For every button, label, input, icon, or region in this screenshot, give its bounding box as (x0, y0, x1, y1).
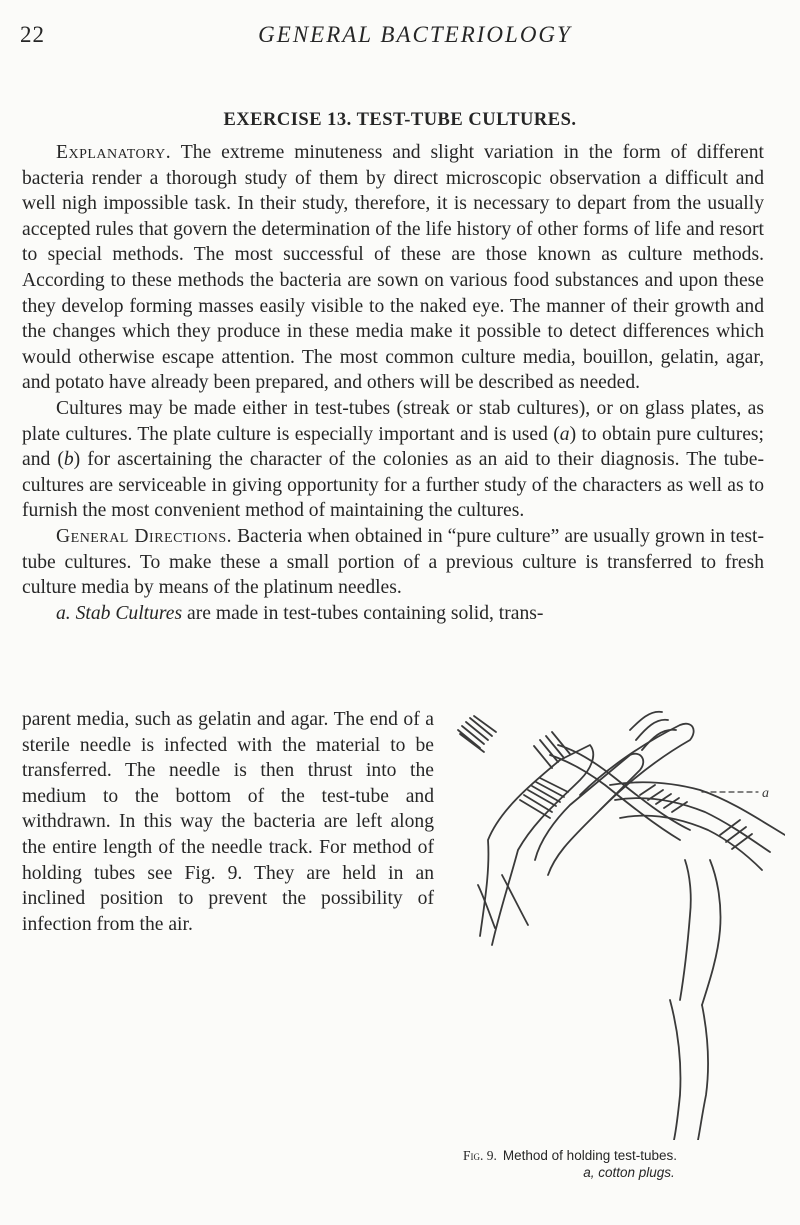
thumb (680, 860, 721, 1005)
cotton-plug-3 (630, 712, 676, 750)
paragraph-general-directions (22, 524, 764, 601)
test-tube-4 (550, 745, 690, 840)
paragraph-text: Bacteria when obtained in “pure culture” are usually grown in test-tube cultures. To make these a small portion of a previous culture is transferred to fresh culture media by means of the platinum needles. (22, 525, 765, 599)
paragraph-explanatory (22, 140, 764, 396)
caption-title: Method of holding test-tubes. (502, 1148, 677, 1163)
test-tube-1 (480, 745, 593, 945)
figure-caption (463, 1147, 763, 1181)
paragraph-lead: Explanatory. (56, 142, 172, 163)
body-text (22, 140, 764, 626)
paragraph-text: ) to obtain pure cultures; and ( (22, 423, 765, 471)
caption-title-line (463, 1147, 763, 1164)
paragraph-stab-cultures (22, 601, 764, 627)
paragraph-text: The extreme minuteness and slight variation in the form of different bacteria render a thorough study of them by direct microscopic observation a difficult and well nigh impossible task. In their study, therefore, it is necessary to depart from the usually accepted rules that govern the determination of the life history of other forms of life and resort to special methods. The most successful of these are those known as culture methods. According to these methods the bacteria are sown on various food substances and upon these they develop forming masses easily visible to the naked eye. The manner of their growth and the changes which they produce in these media make it possible to detect differences which would otherwise escape attention. The most common culture media, bouillon, gelatin, agar, and potato have already been prepared, and others will be described as needed. (22, 142, 764, 394)
caption-subtitle: a, cotton plugs. (583, 1165, 675, 1180)
paragraph-lead: General Directions. (56, 525, 233, 547)
cotton-plug-1 (458, 716, 496, 752)
paragraph-cultures (22, 396, 764, 524)
paragraph-text: are made in test-tubes containing solid, trans- (182, 602, 544, 624)
test-tube-3 (580, 724, 694, 810)
figure-label-a: a (762, 786, 769, 801)
list-marker-a: a (559, 423, 570, 445)
list-marker-b: b (63, 449, 74, 471)
cotton-plug-4 (534, 732, 570, 768)
test-tube-2 (535, 754, 643, 875)
running-header (20, 14, 780, 54)
test-tubes-illustration (440, 700, 785, 1140)
paragraph-text: Cultures may be made either in test-tubes (streak or stab cultures), or on glass plates, as plate cultures. The plate culture is especially important and is used ( (22, 397, 764, 445)
running-title: GENERAL BACTERIOLOGY (258, 22, 572, 47)
paragraph-text: ) for ascertaining the character of the colonies as an aid to their diagnosis. The tube-cultures are serviceable in giving opportunity for a further study of the characters as well as to furnish the most convenient method of maintaining the cultures. (22, 449, 764, 522)
stab-cultures-lead: a. Stab Cultures (56, 602, 183, 624)
exercise-heading: EXERCISE 13. TEST-TUBE CULTURES. (223, 110, 577, 130)
stab-cultures-continuation: parent media, such as gelatin and agar. The end of a sterile needle is infected with the material to be transferred. The needle is then thrust into the medium to the bottom of the test-tube and withdrawn. In this way the bacteria are left along the entire length of the needle track. For method of holding tubes see Fig. 9. They are held in an inclined position to prevent the possibility of infection from the air. (22, 709, 434, 935)
test-tube-5 (670, 1000, 708, 1140)
figure-test-tubes (440, 700, 785, 1170)
page-number: 22 (20, 22, 45, 47)
caption-figure-number: Fig. 9. (463, 1148, 497, 1163)
